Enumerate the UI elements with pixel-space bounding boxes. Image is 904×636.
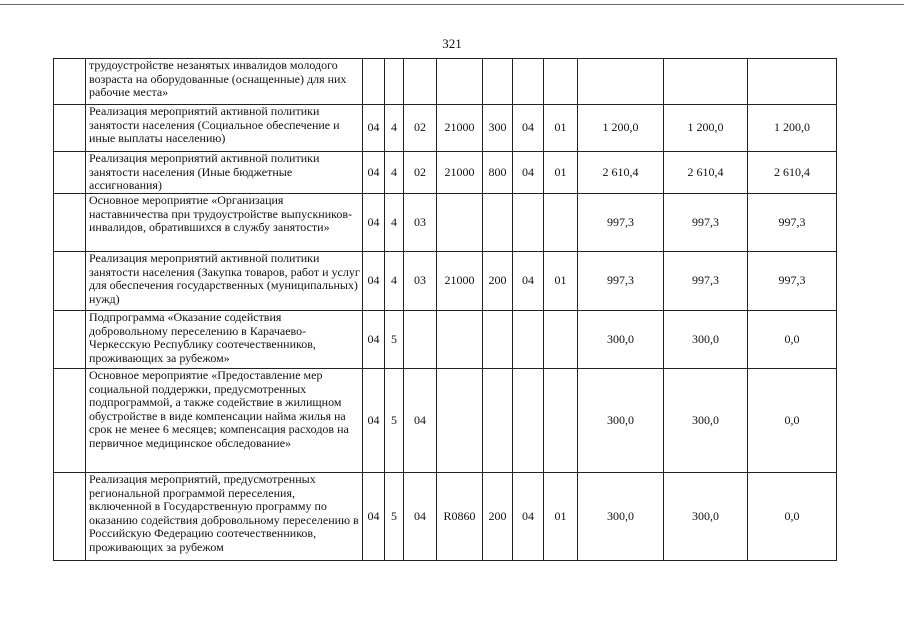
table-row bbox=[54, 194, 837, 252]
code-expense-type-cell bbox=[483, 59, 513, 105]
amount-year2-cell: 2 610,4 bbox=[664, 152, 748, 194]
code-subsection-cell bbox=[544, 59, 578, 105]
code-direction-cell: 21000 bbox=[437, 252, 483, 311]
code-subprogram-cell: 4 bbox=[385, 152, 404, 194]
code-subsection-cell: 01 bbox=[544, 105, 578, 152]
item-name-cell: Реализация мероприятий активной политики занятости населения (Социальное обеспечение и иные выплаты населению) bbox=[86, 105, 363, 152]
code-activity-cell: 02 bbox=[404, 105, 437, 152]
amount-year2-cell: 997,3 bbox=[664, 252, 748, 311]
code-expense-type-cell: 300 bbox=[483, 105, 513, 152]
row-index-cell bbox=[54, 473, 86, 561]
code-activity-cell bbox=[404, 59, 437, 105]
code-expense-type-cell bbox=[483, 311, 513, 369]
code-section-cell: 04 bbox=[363, 252, 385, 311]
code-chapter-cell bbox=[513, 194, 544, 252]
code-expense-type-cell: 800 bbox=[483, 152, 513, 194]
code-subprogram-cell: 5 bbox=[385, 473, 404, 561]
code-direction-cell: 21000 bbox=[437, 105, 483, 152]
amount-year2-cell: 997,3 bbox=[664, 194, 748, 252]
code-expense-type-cell: 200 bbox=[483, 473, 513, 561]
amount-year2-cell: 300,0 bbox=[664, 311, 748, 369]
amount-year2-cell: 300,0 bbox=[664, 473, 748, 561]
amount-year2-cell: 1 200,0 bbox=[664, 105, 748, 152]
amount-year2-cell: 300,0 bbox=[664, 369, 748, 473]
row-index-cell bbox=[54, 369, 86, 473]
amount-year1-cell: 997,3 bbox=[578, 252, 664, 311]
code-expense-type-cell: 200 bbox=[483, 252, 513, 311]
code-direction-cell bbox=[437, 311, 483, 369]
table-body bbox=[54, 59, 837, 561]
item-name-cell: Реализация мероприятий активной политики занятости населения (Закупка товаров, работ и услуг для обеспечения государственных (муниципальных) нужд) bbox=[86, 252, 363, 311]
amount-year3-cell: 0,0 bbox=[748, 473, 837, 561]
table-row bbox=[54, 105, 837, 152]
amount-year1-cell: 2 610,4 bbox=[578, 152, 664, 194]
amount-year3-cell bbox=[748, 59, 837, 105]
code-section-cell: 04 bbox=[363, 311, 385, 369]
table-row bbox=[54, 473, 837, 561]
code-subsection-cell bbox=[544, 311, 578, 369]
code-activity-cell: 03 bbox=[404, 194, 437, 252]
code-direction-cell bbox=[437, 59, 483, 105]
code-direction-cell: 21000 bbox=[437, 152, 483, 194]
code-subprogram-cell bbox=[385, 59, 404, 105]
code-direction-cell: R0860 bbox=[437, 473, 483, 561]
code-section-cell: 04 bbox=[363, 105, 385, 152]
code-section-cell: 04 bbox=[363, 194, 385, 252]
page-number: 321 bbox=[442, 36, 462, 51]
item-name-cell: Основное мероприятие «Организация наставничества при трудоустройстве выпускников-инвалидов, обратившихся в службу занятости» bbox=[86, 194, 363, 252]
page-top-edge bbox=[0, 4, 904, 5]
amount-year1-cell bbox=[578, 59, 664, 105]
item-name-cell: Основное мероприятие «Предоставление мер социальной поддержки, предусмотренных подпрограммой, а также содействие в жилищном обустройстве в виде компенсации найма жилья на срок не менее 6 месяцев; компенсация расходов на первичное медицинское обследование» bbox=[86, 369, 363, 473]
code-direction-cell bbox=[437, 194, 483, 252]
table-row bbox=[54, 59, 837, 105]
table-row bbox=[54, 152, 837, 194]
item-name-cell: трудоустройстве незанятых инвалидов молодого возраста на оборудованные (оснащенные) для них рабочие места» bbox=[86, 59, 363, 105]
amount-year1-cell: 300,0 bbox=[578, 473, 664, 561]
code-activity-cell bbox=[404, 311, 437, 369]
code-chapter-cell bbox=[513, 311, 544, 369]
table-row bbox=[54, 369, 837, 473]
code-chapter-cell: 04 bbox=[513, 252, 544, 311]
item-name-cell: Реализация мероприятий активной политики занятости населения (Иные бюджетные ассигнования) bbox=[86, 152, 363, 194]
code-section-cell bbox=[363, 59, 385, 105]
amount-year3-cell: 0,0 bbox=[748, 311, 837, 369]
code-direction-cell bbox=[437, 369, 483, 473]
code-subsection-cell: 01 bbox=[544, 473, 578, 561]
amount-year3-cell: 997,3 bbox=[748, 194, 837, 252]
code-chapter-cell: 04 bbox=[513, 105, 544, 152]
code-subprogram-cell: 4 bbox=[385, 194, 404, 252]
table-row bbox=[54, 252, 837, 311]
code-expense-type-cell bbox=[483, 369, 513, 473]
code-activity-cell: 03 bbox=[404, 252, 437, 311]
row-index-cell bbox=[54, 311, 86, 369]
code-subsection-cell bbox=[544, 369, 578, 473]
code-subprogram-cell: 5 bbox=[385, 311, 404, 369]
code-section-cell: 04 bbox=[363, 473, 385, 561]
amount-year3-cell: 1 200,0 bbox=[748, 105, 837, 152]
code-chapter-cell: 04 bbox=[513, 473, 544, 561]
code-activity-cell: 04 bbox=[404, 369, 437, 473]
amount-year3-cell: 2 610,4 bbox=[748, 152, 837, 194]
code-subsection-cell: 01 bbox=[544, 252, 578, 311]
item-name-cell: Реализация мероприятий, предусмотренных региональной программой переселения, включенной в Государственную программу по оказанию содействия добровольному переселению в Российскую Федерацию соотечественников, проживающих за рубежом bbox=[86, 473, 363, 561]
amount-year3-cell: 997,3 bbox=[748, 252, 837, 311]
amount-year3-cell: 0,0 bbox=[748, 369, 837, 473]
code-chapter-cell: 04 bbox=[513, 152, 544, 194]
code-subprogram-cell: 4 bbox=[385, 252, 404, 311]
code-activity-cell: 02 bbox=[404, 152, 437, 194]
table-row bbox=[54, 311, 837, 369]
amount-year2-cell bbox=[664, 59, 748, 105]
code-activity-cell: 04 bbox=[404, 473, 437, 561]
code-expense-type-cell bbox=[483, 194, 513, 252]
code-subsection-cell: 01 bbox=[544, 152, 578, 194]
amount-year1-cell: 997,3 bbox=[578, 194, 664, 252]
code-section-cell: 04 bbox=[363, 152, 385, 194]
amount-year1-cell: 1 200,0 bbox=[578, 105, 664, 152]
amount-year1-cell: 300,0 bbox=[578, 311, 664, 369]
code-subprogram-cell: 4 bbox=[385, 105, 404, 152]
item-name-cell: Подпрограмма «Оказание содействия добровольному переселению в Карачаево-Черкесскую Республику соотечественников, проживающих за рубежом» bbox=[86, 311, 363, 369]
code-subsection-cell bbox=[544, 194, 578, 252]
row-index-cell bbox=[54, 59, 86, 105]
budget-table bbox=[53, 58, 837, 561]
code-subprogram-cell: 5 bbox=[385, 369, 404, 473]
row-index-cell bbox=[54, 252, 86, 311]
code-chapter-cell bbox=[513, 59, 544, 105]
row-index-cell bbox=[54, 194, 86, 252]
amount-year1-cell: 300,0 bbox=[578, 369, 664, 473]
code-section-cell: 04 bbox=[363, 369, 385, 473]
row-index-cell bbox=[54, 152, 86, 194]
row-index-cell bbox=[54, 105, 86, 152]
code-chapter-cell bbox=[513, 369, 544, 473]
